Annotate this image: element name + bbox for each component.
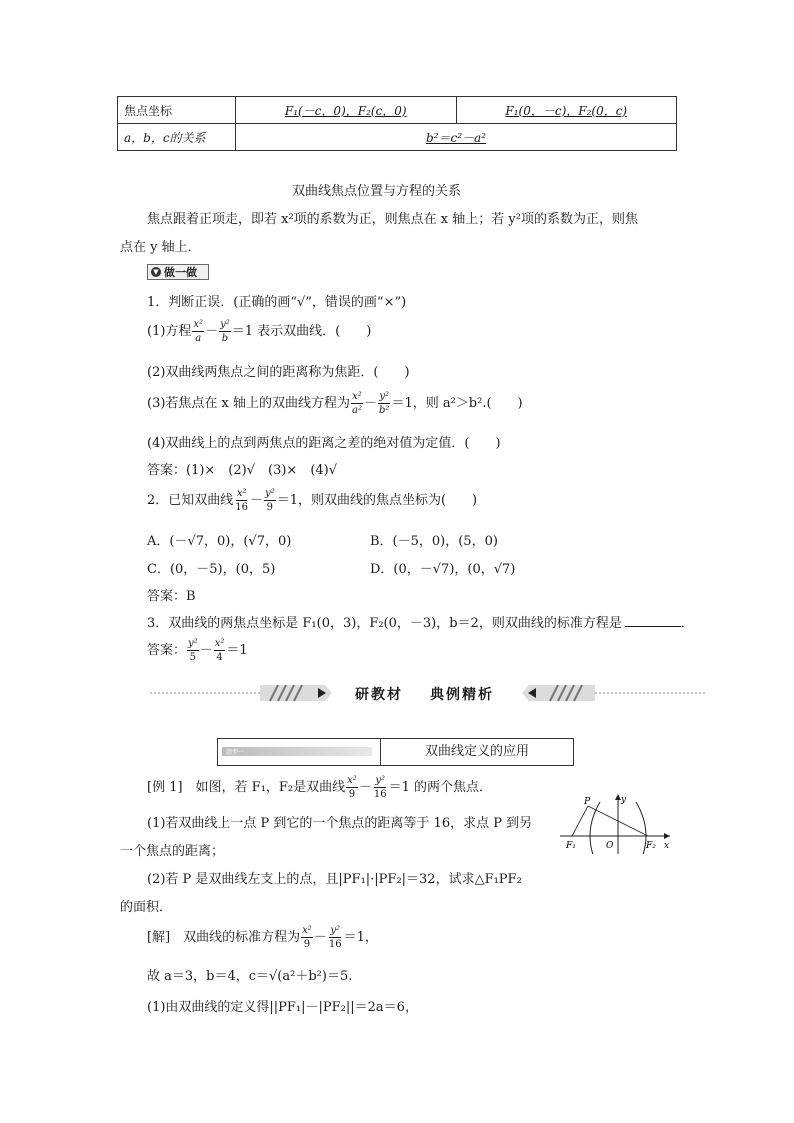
banner-left-text: 研教材: [355, 687, 403, 703]
point-p-label: P: [584, 797, 591, 807]
solution-line-2: 故 a＝3，b＝4，c＝√(a²＋b²)＝5.: [147, 969, 353, 984]
question-1-1: (1)方程 $\frac{\text{x²}}{a}$ － $\frac{\text{y²}}{b}$ ＝1 表示双曲线．( ): [147, 319, 372, 344]
focus-coord-x-axis: F₁(－c，0)，F₂(c，0): [236, 97, 457, 124]
banner-stripe-left-icon: [260, 685, 332, 701]
origin-label: O: [606, 841, 614, 851]
section-title-box: [217, 738, 574, 766]
question-1-title: 1．判断正误．(正确的画“√”，错误的画“×”): [147, 295, 407, 310]
answer-blank: [625, 626, 681, 627]
focus-f2-label: F₂: [646, 841, 656, 851]
relation-text-2: 点在 y 轴上．: [120, 240, 201, 255]
example-1-part-1-line-1: (1)若双曲线上一点 P 到它的一个焦点的距离等于 16，求点 P 到另: [147, 816, 533, 831]
question-1-3: (3)若焦点在 x 轴上的双曲线方程为 $\frac{\text{x²}}{\text{a²}}$ － $\frac{\text{y²}}{\text{b²}}$ ＝1，则 a²＞b².( ): [147, 391, 523, 416]
section-title: 双曲线定义的应用: [424, 744, 529, 759]
section-banner: [150, 682, 705, 704]
abc-relation-value: b²＝c²－a²: [236, 124, 677, 151]
solution-line-1: [解] 双曲线的标准方程为 $\frac{\text{x²}}{9}$ － $\frac{\text{y²}}{16}$ ＝1，: [147, 925, 378, 950]
practice-badge: [147, 264, 209, 280]
question-1-2: (2)双曲线两焦点之间的距离称为焦距．( ): [147, 365, 410, 380]
x-axis-label: x: [664, 841, 670, 851]
y-axis-label: y: [621, 795, 627, 805]
question-2-option-b: B．(－5，0)，(5，0): [370, 534, 498, 549]
banner-stripe-right-icon: [522, 685, 595, 701]
hyperbola-figure: [560, 792, 680, 854]
question-1-answer: 答案：(1)× (2)√ (3)× (4)√: [147, 463, 338, 478]
question-2-option-d: D．(0，－√7)，(0，√7): [370, 562, 516, 577]
banner-right-text: 典例精析: [430, 687, 494, 703]
focus-f1-label: F₁: [566, 841, 576, 851]
solution-line-3: (1)由双曲线的定义得||PF₁|－|PF₂||＝2a＝6，: [147, 1000, 418, 1015]
example-1-part-2-line-1: (2)若 P 是双曲线左支上的点，且|PF₁|·|PF₂|＝32，试求△F₁PF₂: [147, 872, 522, 887]
practice-icon: ▼: [151, 267, 161, 277]
example-1-part-1-line-2: 一个焦点的距离；: [120, 844, 225, 859]
section-tag-label: 题型一: [226, 749, 245, 756]
abc-relation-label: a，b，c的关系: [118, 124, 236, 151]
focus-coord-label: 焦点坐标: [118, 97, 236, 124]
question-2-option-a: A．(－√7，0)，(√7，0): [147, 534, 292, 549]
relation-heading: 双曲线焦点位置与方程的关系: [292, 184, 462, 199]
hyperbola-property-table: [117, 96, 677, 151]
practice-badge-label: 做一做: [164, 266, 197, 279]
question-2: 2．已知双曲线 $\frac{\text{x²}}{16}$ － $\frac{\text{y²}}{9}$ ＝1，则双曲线的焦点坐标为( ): [147, 488, 478, 513]
section-tag: [218, 739, 381, 765]
question-3: 3．双曲线的两焦点坐标是 F₁(0，3)，F₂(0，－3)，b＝2，则双曲线的标准方程是 ．: [147, 616, 694, 631]
focus-coord-y-axis: F₁(0，－c)，F₂(0，c): [456, 97, 677, 124]
section-tag-bar: [222, 747, 372, 756]
example-1-part-2-line-2: 的面积．: [120, 900, 173, 915]
relation-text-1: 焦点跟着正项走，即若 x²项的系数为正，则焦点在 x 轴上；若 y²项的系数为正，则焦: [147, 212, 638, 227]
example-1-stem: [例 1] 如图，若 F₁，F₂是双曲线 $\frac{\text{x²}}{9}$ － $\frac{\text{y²}}{16}$ ＝1 的两个焦点．: [147, 775, 492, 800]
question-2-answer: 答案：B: [147, 589, 196, 604]
question-3-answer: 答案： $\frac{\text{y²}}{5}$ － $\frac{\text{x²}}{4}$ ＝1: [147, 638, 248, 663]
question-2-option-c: C．(0，－5)，(0，5): [147, 562, 276, 577]
question-1-4: (4)双曲线上的点到两焦点的距离之差的绝对值为定值．( ): [147, 436, 501, 451]
